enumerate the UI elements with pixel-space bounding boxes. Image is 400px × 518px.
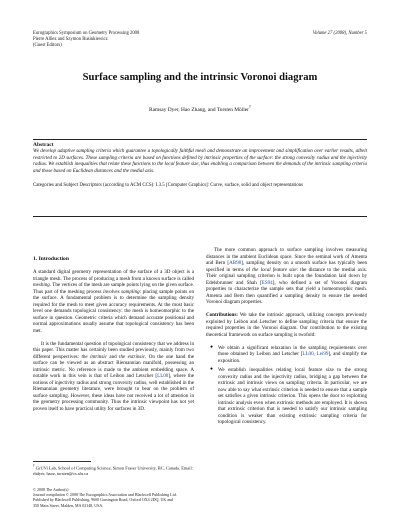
emphasis: the intrinsic — [81, 353, 107, 360]
text-run: A standard digital geometry representation of the surface of a 3D object is a triangle mesh. The process of producing a mesh from a known surface is called — [33, 269, 194, 282]
contributions-list — [206, 345, 367, 426]
citation-link[interactable]: LL00 — [157, 373, 169, 379]
list-item — [210, 367, 367, 426]
footer-line: © 2008 The Author(s) — [33, 487, 69, 492]
section-heading-introduction: 1. Introduction — [33, 256, 69, 262]
copyright-footer — [33, 487, 233, 508]
text-run: The more common approach to surface sampling involves measuring distances in the ambient Euclidean space. Since the seminal work of Amenta and Bern [ — [206, 247, 367, 266]
text-run: . The vertices of the mesh are sample points lying on the given surface. Thus part of the meshing process — [33, 282, 194, 295]
text-run: We establish inequalities relating local feature size to the strong convexity radius and the injectivity radius, bridging a gap between the extrinsic and intrinsic views on sampling criteria. In particular, we are now able to say what extrinsic criterion is needed to ensure that a sample set satisfies a given intrinsic criterion. This opens the door to exploiting intrinsic analysis even when extrinsic methods are employed. It is shown that extrinsic criterion that is needed to satisfy our intrinsic sampling condition is weaker than existing extrinsic sampling criteria for topological consistency. — [218, 367, 367, 425]
right-paragraph-1 — [206, 247, 367, 306]
contributions-label: Contributions: — [206, 312, 238, 318]
header-line: (Guest Editors) — [33, 43, 62, 49]
bullet-icon: ● — [210, 344, 214, 350]
text-run: It is the fundamental question of topological consistency that we address in this paper. This matter has certainly been studied previously, mainly from two different perspectives: — [33, 340, 194, 360]
running-header-left — [33, 31, 233, 50]
header-line: Pierre Alliez and Szymon Rusinkiewicz — [33, 37, 108, 43]
citation-link[interactable]: LL00, Lei99 — [302, 351, 329, 357]
paper-title: Surface sampling and the intrinsic Voronoi diagram — [82, 72, 318, 83]
footnote-rule — [33, 461, 91, 462]
header-line: Eurographics Symposium on Geometry Processing 2008 — [33, 31, 140, 36]
text-run: ], and simplify the exposition. — [218, 351, 367, 364]
running-header-right: Volume 27 (2008), Number 5 — [312, 31, 367, 36]
affiliation-footnote — [33, 464, 194, 477]
text-run: . On the one hand the surface can be viewed as an abstract Riemannian manifold, possessing an intrinsic metric. No reference is made to the ambient embedding space. A notable work in this vein is that of Leibon and Letscher [ — [33, 353, 194, 379]
list-item — [210, 344, 367, 365]
acm-categories: Categories and Subject Descriptors (according to ACM CCS): I.3.5 [Computer Graphics]: Curve, surface, solid and object representations — [33, 183, 304, 188]
text-run: and — [106, 353, 120, 360]
bullet-icon: ● — [210, 367, 214, 372]
emphasis: meshing — [33, 282, 50, 288]
footer-line: Journal compilation © 2008 The Eurographics Association and Blackwell Publishing Ltd. — [33, 492, 177, 498]
citation-link[interactable]: ES94 — [261, 279, 273, 286]
footer-line: Published by Blackwell Publishing, 9600 Garsington Road, Oxford OX4 2DQ, UK and — [33, 497, 173, 503]
abstract-text: We develop adaptive sampling criteria which guarantee a topologically faithful mesh and demonstrate an improvement and simplification over earlier results, albeit restricted to 2D surfaces. These sampling criteria are based on functions defined by intrinsic properties of the surface: the strong convexity radius and the injectivity radius. We establish inequalities that relate these functions to the local feature size, thus enabling a comparison between the demands of the intrinsic sampling criteria and those based on Euclidean distances and the medial axis. — [33, 149, 367, 174]
author-line — [20, 103, 380, 114]
citation-link[interactable]: AB98 — [229, 260, 242, 266]
intro-paragraph-2 — [33, 341, 194, 413]
author-footnote-mark: † — [248, 104, 251, 109]
emphasis: the extrinsic — [119, 353, 146, 360]
emphasis: the local feature size — [252, 266, 297, 273]
text-run: : the distance to the medial axis. Their original sampling criterion is built upon the foundation laid down by Edelsbrunner and Shah [ — [206, 266, 367, 286]
text-run: : placing sample points on the surface. A fundamental problem is to determine the sampling density required for the mesh to meet given accuracy requirements. At the most basic level one demands topological consistency: the mesh is homeomorphic to the surface in question. Geometric criteria which demand accurate positional and normal approximations usually assume that topological consistency has been met. — [33, 288, 194, 334]
text-run: We obtain a significant relaxation in the sampling requirements over those obtained by Leibon and Letscher [ — [218, 344, 367, 357]
emphasis: involves sampling — [103, 288, 140, 295]
authors: Ramsay Dyer, Hao Zhang, and Torsten Möller — [149, 106, 249, 113]
footnote-mark: † — [33, 464, 35, 468]
text-run: ], who defined a set of Voronoi diagram properties to characterize the sample sets that yield a homeomorphic mesh. Amenta and Bern then quantified a sampling density to ensure the needed Voronoi diagram properties. — [206, 279, 367, 305]
text-run: We take the intrinsic approach, utilizing concepts previously exploited by Leibon and Letscher to define sampling criteria that ensure the required properties in the Voronoi diagram. Our contribution to the existing theoretical framework on surface sampling is twofold: — [206, 312, 367, 338]
right-column — [206, 247, 367, 432]
footer-line: 350 Main Street, Malden, MA 02148, USA. — [33, 502, 104, 508]
contributions-paragraph — [206, 312, 367, 338]
text-run: ], where the notions of injectivity radius and strong convexity radius, well established in the Riemannian geometry literature, were brought to bear on the problem of surface sampling. However, these ideas have not received a lot of attention in the geometry processing community. Thus the intrinsic viewpoint has not yet proven itself to have practical utility for surfaces in 3D. — [33, 373, 194, 412]
abstract-heading: Abstract — [33, 142, 54, 148]
left-column — [33, 256, 194, 419]
intro-paragraph-1 — [33, 269, 194, 334]
text-run: ], sampling density on a smooth surface has typically been specified in terms of — [206, 260, 368, 273]
footnote-text: GrUVi Lab, School of Computing Science, Simon Fraser University, BC, Canada. Email: rhdyer, haoz, torsten@cs.sfu.ca — [33, 465, 193, 477]
